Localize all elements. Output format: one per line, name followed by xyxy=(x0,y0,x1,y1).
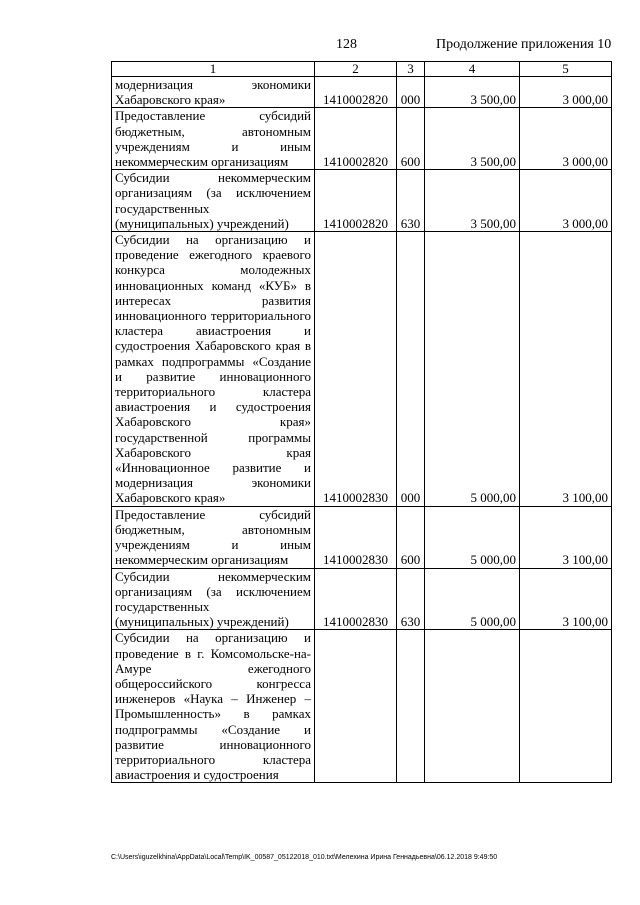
appendix-continuation-title: Продолжение приложения 10 xyxy=(436,37,612,52)
row-target-code: 1410002830 xyxy=(315,568,397,630)
row-name: Предоставление субсидий бюджетным, автономным учреждениям и иным некоммерческим организациям xyxy=(112,108,315,170)
table-row xyxy=(112,232,612,507)
row-target-code: 1410002820 xyxy=(315,77,397,108)
row-amount-col5: 3 100,00 xyxy=(520,568,612,630)
row-name: Субсидии на организацию и проведение ежегодного краевого конкурса молодежных инновационных команд «КУБ» в интересах развития инновационного территориального кластера авиастроения и судостроения Хабаровского края в рамках подпрограммы «Создание и развитие инновационного территориального кластера авиастроения и судостроения Хабаровского края» государственной программы Хабаровского края «Инновационное развитие и модернизация экономики Хабаровского края» xyxy=(112,232,315,507)
row-amount-col4: 3 500,00 xyxy=(425,77,520,108)
column-header-2: 2 xyxy=(315,62,397,77)
row-name: Субсидии некоммерческим организациям (за исключением государственных (муниципальных) учреждений) xyxy=(112,170,315,232)
row-expense-type: 630 xyxy=(397,170,425,232)
row-amount-col5: 3 000,00 xyxy=(520,170,612,232)
column-header-4: 4 xyxy=(425,62,520,77)
row-target-code xyxy=(315,630,397,783)
row-amount-col4: 3 500,00 xyxy=(425,170,520,232)
row-amount-col4: 3 500,00 xyxy=(425,108,520,170)
row-amount-col5: 3 100,00 xyxy=(520,232,612,507)
row-target-code: 1410002820 xyxy=(315,170,397,232)
row-amount-col5 xyxy=(520,630,612,783)
table-row xyxy=(112,108,612,170)
table-row xyxy=(112,506,612,568)
row-amount-col4: 5 000,00 xyxy=(425,506,520,568)
row-target-code: 1410002820 xyxy=(315,108,397,170)
table-row xyxy=(112,77,612,108)
row-amount-col4: 5 000,00 xyxy=(425,568,520,630)
row-target-code: 1410002830 xyxy=(315,506,397,568)
row-expense-type: 600 xyxy=(397,108,425,170)
column-header-5: 5 xyxy=(520,62,612,77)
table-row xyxy=(112,568,612,630)
row-amount-col5: 3 000,00 xyxy=(520,77,612,108)
row-name: Субсидии на организацию и проведение в г. Комсомольске-на-Амуре ежегодного общероссийского конгресса инженеров «Наука – Инженер – Промышленность» в рамках подпрограммы «Создание и развитие инновационного территориального кластера авиастроения и судостроения xyxy=(112,630,315,783)
row-amount-col5: 3 000,00 xyxy=(520,108,612,170)
table-row xyxy=(112,170,612,232)
row-name: Субсидии некоммерческим организациям (за исключением государственных (муниципальных) учреждений) xyxy=(112,568,315,630)
row-amount-col5: 3 100,00 xyxy=(520,506,612,568)
row-expense-type: 000 xyxy=(397,77,425,108)
row-target-code: 1410002830 xyxy=(315,232,397,507)
column-header-3: 3 xyxy=(397,62,425,77)
column-number-row xyxy=(112,62,612,77)
row-amount-col4 xyxy=(425,630,520,783)
row-expense-type: 600 xyxy=(397,506,425,568)
budget-table xyxy=(111,61,612,783)
table-row xyxy=(112,630,612,783)
row-name: Предоставление субсидий бюджетным, автономным учреждениям и иным некоммерческим организациям xyxy=(112,506,315,568)
row-expense-type: 000 xyxy=(397,232,425,507)
row-name: модернизация экономики Хабаровского края» xyxy=(112,77,315,108)
file-path-footer: C:\Users\iguzelkhina\AppData\Local\Temp\IK_00587_05122018_010.txt\Мелехина Ирина Геннадьевна\06.12.2018 9:49:50 xyxy=(111,854,498,861)
page-number: 128 xyxy=(336,37,357,52)
row-expense-type xyxy=(397,630,425,783)
column-header-1: 1 xyxy=(112,62,315,77)
row-expense-type: 630 xyxy=(397,568,425,630)
row-amount-col4: 5 000,00 xyxy=(425,232,520,507)
